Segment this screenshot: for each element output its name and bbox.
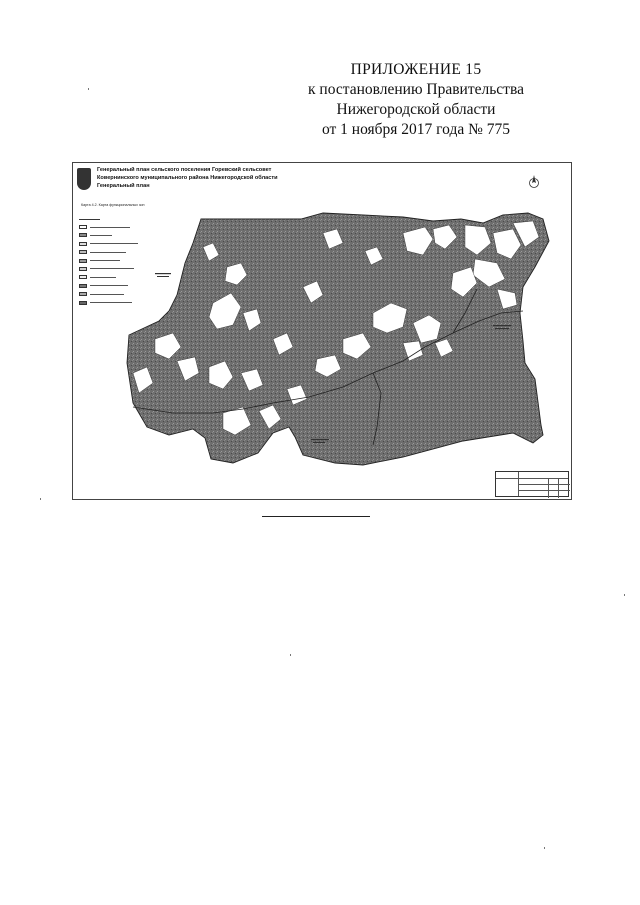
scan-speck <box>88 88 89 90</box>
appendix-heading <box>266 60 566 140</box>
appendix-number: ПРИЛОЖЕНИЕ 15 <box>350 61 482 78</box>
municipal-territory <box>127 213 549 465</box>
map-title-line-3: Генеральный план <box>97 183 150 189</box>
scan-speck <box>40 498 41 500</box>
map-title-line-2: Ковернинского муниципального района Нижегородской области <box>97 175 278 181</box>
scan-speck <box>290 654 291 656</box>
map-subtitle: Карта 4.2. Карта функциональных зон <box>81 203 145 207</box>
drawing-title-block <box>495 471 569 497</box>
appendix-region: Нижегородской области <box>336 101 496 118</box>
appendix-date: от 1 ноября 2017 года № 775 <box>321 121 511 138</box>
legend-heading: ▬▬▬▬▬▬▬ <box>79 217 100 221</box>
map-title-line-1: Генеральный план сельского поселения Горевский сельсовет <box>97 167 272 173</box>
scan-speck <box>624 594 625 596</box>
scan-speck <box>544 847 545 849</box>
closing-rule <box>262 516 370 517</box>
territory-map <box>73 163 573 501</box>
master-plan-map-sheet <box>72 162 572 500</box>
appendix-decree: к постановлению Правительства <box>308 81 524 98</box>
